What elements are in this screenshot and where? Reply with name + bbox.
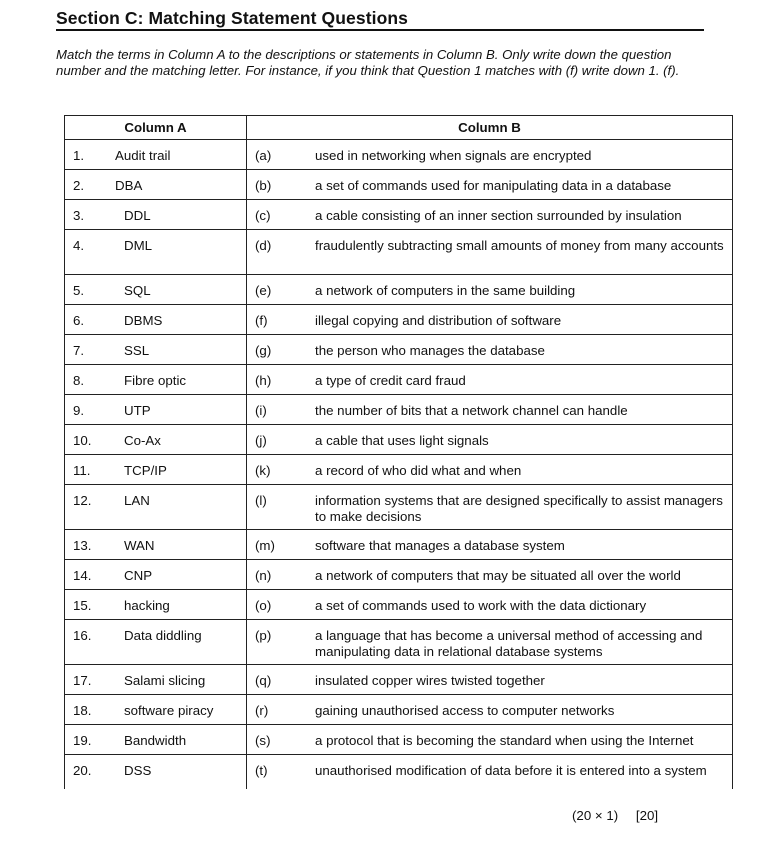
option-letter: (g) [255, 343, 272, 358]
table-row [65, 200, 733, 230]
table-row [65, 395, 733, 425]
table-body [65, 140, 733, 790]
question-number: 2. [73, 178, 85, 193]
description: a type of credit card fraud [315, 373, 466, 388]
column-b-cell [247, 230, 733, 275]
table-row [65, 620, 733, 665]
term: hacking [124, 598, 170, 613]
column-b-cell [247, 395, 733, 425]
question-number: 10. [73, 433, 92, 448]
column-b-cell [247, 665, 733, 695]
table-row [65, 530, 733, 560]
option-letter: (f) [255, 313, 268, 328]
column-a-header: Column A [65, 116, 247, 140]
table-row [65, 140, 733, 170]
column-a-cell [65, 665, 247, 695]
option-letter: (e) [255, 283, 272, 298]
column-b-cell [247, 170, 733, 200]
option-letter: (t) [255, 763, 268, 778]
column-a-cell [65, 485, 247, 530]
column-b-cell [247, 305, 733, 335]
term: SQL [124, 283, 151, 298]
column-a-cell [65, 140, 247, 170]
question-number: 5. [73, 283, 85, 298]
column-a-cell [65, 305, 247, 335]
description: used in networking when signals are encrypted [315, 148, 592, 163]
term: Bandwidth [124, 733, 187, 748]
table-row [65, 275, 733, 305]
column-b-cell [247, 335, 733, 365]
question-number: 4. [73, 238, 85, 253]
column-b-cell [247, 485, 733, 530]
column-b-cell [247, 530, 733, 560]
term: software piracy [124, 703, 214, 718]
term: Data diddling [124, 628, 202, 643]
term: UTP [124, 403, 151, 418]
instructions: Match the terms in Column A to the descriptions or statements in Column B. Only write down the question number and the matching letter. For instance, if you think that Question 1 matches with (f) write down 1. (f). [56, 47, 680, 78]
column-a-cell [65, 590, 247, 620]
description: a language that has become a universal method of accessing and manipulating data in relational database systems [315, 628, 703, 659]
question-number: 11. [73, 463, 91, 478]
description: a set of commands used to work with the data dictionary [315, 598, 647, 613]
table-row [65, 485, 733, 530]
table-row [65, 755, 733, 790]
column-b-cell [247, 725, 733, 755]
term: DBA [115, 178, 143, 193]
column-b-cell [247, 620, 733, 665]
table-row [65, 230, 733, 275]
question-number: 8. [73, 373, 85, 388]
column-a-cell [65, 695, 247, 725]
table-row [65, 335, 733, 365]
column-a-cell [65, 395, 247, 425]
matching-table [64, 115, 733, 789]
question-number: 6. [73, 313, 85, 328]
column-a-cell [65, 230, 247, 275]
option-letter: (s) [255, 733, 271, 748]
table-row [65, 725, 733, 755]
column-b-cell [247, 365, 733, 395]
description: gaining unauthorised access to computer networks [315, 703, 615, 718]
option-letter: (j) [255, 433, 267, 448]
option-letter: (o) [255, 598, 272, 613]
column-a-cell [65, 620, 247, 665]
column-a-cell [65, 365, 247, 395]
column-a-cell [65, 455, 247, 485]
term: Co-Ax [124, 433, 161, 448]
column-a-cell [65, 560, 247, 590]
option-letter: (c) [255, 208, 271, 223]
table-row [65, 170, 733, 200]
column-b-header: Column B [247, 116, 733, 140]
column-b-cell [247, 275, 733, 305]
term: CNP [124, 568, 153, 583]
column-b-cell [247, 590, 733, 620]
description: information systems that are designed specifically to assist managers to make decisions [315, 493, 723, 524]
question-number: 12. [73, 493, 92, 508]
term: LAN [124, 493, 150, 508]
option-letter: (p) [255, 628, 272, 643]
question-number: 18. [73, 703, 92, 718]
column-b-cell [247, 425, 733, 455]
description: a network of computers in the same building [315, 283, 576, 298]
question-number: 19. [73, 733, 92, 748]
option-letter: (i) [255, 403, 267, 418]
question-number: 14. [73, 568, 92, 583]
option-letter: (k) [255, 463, 271, 478]
question-number: 20. [73, 763, 92, 778]
description: a record of who did what and when [315, 463, 522, 478]
question-number: 17. [73, 673, 92, 688]
question-number: 16. [73, 628, 92, 643]
table-row [65, 590, 733, 620]
description: software that manages a database system [315, 538, 565, 553]
term: DDL [124, 208, 151, 223]
column-a-cell [65, 200, 247, 230]
description: insulated copper wires twisted together [315, 673, 545, 688]
marks-allocation [572, 808, 658, 823]
option-letter: (h) [255, 373, 272, 388]
option-letter: (d) [255, 238, 272, 253]
column-a-cell [65, 335, 247, 365]
column-a-cell [65, 275, 247, 305]
column-b-cell [247, 755, 733, 790]
option-letter: (m) [255, 538, 275, 553]
column-b-cell [247, 140, 733, 170]
column-b-cell [247, 455, 733, 485]
marks-breakdown: (20 × 1) [572, 808, 619, 823]
table-row [65, 425, 733, 455]
description: a cable that uses light signals [315, 433, 489, 448]
term: WAN [124, 538, 155, 553]
description: the number of bits that a network channel can handle [315, 403, 628, 418]
description: fraudulently subtracting small amounts of money from many accounts [315, 238, 724, 253]
question-number: 3. [73, 208, 85, 223]
question-number: 9. [73, 403, 85, 418]
column-b-cell [247, 200, 733, 230]
term: SSL [124, 343, 150, 358]
option-letter: (a) [255, 148, 272, 163]
description: a network of computers that may be situated all over the world [315, 568, 681, 583]
term: DBMS [124, 313, 163, 328]
table-row [65, 455, 733, 485]
question-number: 15. [73, 598, 92, 613]
term: Fibre optic [124, 373, 187, 388]
term: Audit trail [115, 148, 171, 163]
column-b-cell [247, 560, 733, 590]
term: DML [124, 238, 153, 253]
description: the person who manages the database [315, 343, 545, 358]
table-row [65, 665, 733, 695]
term: TCP/IP [124, 463, 167, 478]
term: Salami slicing [124, 673, 206, 688]
option-letter: (r) [255, 703, 269, 718]
table-row [65, 305, 733, 335]
description: illegal copying and distribution of software [315, 313, 562, 328]
term: DSS [124, 763, 152, 778]
section-title: Section C: Matching Statement Questions [56, 8, 704, 31]
table-row [65, 365, 733, 395]
option-letter: (b) [255, 178, 272, 193]
option-letter: (q) [255, 673, 272, 688]
table-row [65, 695, 733, 725]
column-a-cell [65, 425, 247, 455]
column-a-cell [65, 530, 247, 560]
description: a protocol that is becoming the standard when using the Internet [315, 733, 694, 748]
description: a cable consisting of an inner section surrounded by insulation [315, 208, 682, 223]
question-number: 7. [73, 343, 85, 358]
header-row [65, 116, 733, 140]
table-row [65, 560, 733, 590]
option-letter: (n) [255, 568, 272, 583]
description: a set of commands used for manipulating data in a database [315, 178, 672, 193]
column-a-cell [65, 725, 247, 755]
column-a-cell [65, 755, 247, 790]
column-b-cell [247, 695, 733, 725]
question-number: 1. [73, 148, 85, 163]
column-a-cell [65, 170, 247, 200]
question-number: 13. [73, 538, 92, 553]
description: unauthorised modification of data before it is entered into a system [315, 763, 707, 778]
option-letter: (l) [255, 493, 267, 508]
marks-total: [20] [635, 808, 659, 823]
